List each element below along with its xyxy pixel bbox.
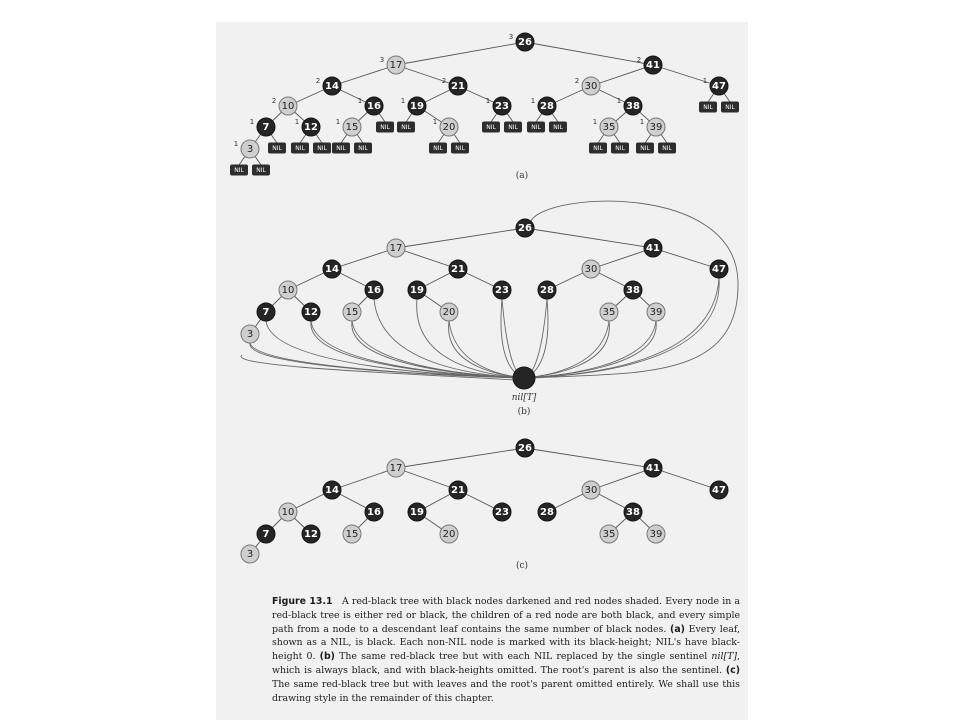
edge-b bbox=[396, 248, 458, 269]
black-height-26: 3 bbox=[508, 33, 514, 41]
node-28-c bbox=[538, 503, 556, 521]
nil-leaf-a bbox=[397, 122, 415, 133]
node-key: 12 bbox=[304, 529, 318, 540]
node-35-a bbox=[600, 118, 618, 136]
node-key: 16 bbox=[367, 101, 381, 112]
node-47-c bbox=[710, 481, 728, 499]
node-key: 21 bbox=[451, 81, 465, 92]
black-height-16: 1 bbox=[357, 97, 363, 105]
book-page bbox=[216, 22, 748, 720]
tree-nodes bbox=[241, 33, 728, 563]
node-key: 41 bbox=[646, 463, 660, 474]
black-height-20: 1 bbox=[432, 118, 438, 126]
node-key: 3 bbox=[246, 144, 254, 155]
node-key: 10 bbox=[281, 507, 295, 518]
nil-text: NIL bbox=[256, 167, 266, 174]
nil-text: NIL bbox=[725, 104, 735, 111]
caption-a-text-1: Every leaf, shown as a bbox=[272, 623, 741, 649]
node-10-b bbox=[279, 281, 297, 299]
sentinel-edge bbox=[417, 299, 524, 378]
caption-b-text-1: The same red-black tree but with each bbox=[339, 651, 530, 663]
node-15-b bbox=[343, 303, 361, 321]
black-height-10: 2 bbox=[271, 97, 277, 105]
sentinel-node bbox=[513, 367, 535, 389]
node-39-a bbox=[647, 118, 665, 136]
nil-leaf-a bbox=[549, 122, 567, 133]
node-key: 20 bbox=[442, 122, 456, 133]
sentinel-edge bbox=[524, 299, 548, 378]
node-key: 16 bbox=[367, 507, 381, 518]
nil-text: NIL bbox=[486, 124, 496, 131]
nil-leaf-a bbox=[291, 143, 309, 154]
node-35-c bbox=[600, 525, 618, 543]
edge-b bbox=[591, 248, 653, 269]
caption-a-text-2: , is black. Each non- bbox=[348, 637, 449, 649]
node-key: 38 bbox=[626, 101, 640, 112]
node-10-a bbox=[279, 97, 297, 115]
node-key: 17 bbox=[389, 243, 403, 254]
node-key: 28 bbox=[540, 507, 554, 518]
panel-label-b: (b) bbox=[517, 407, 531, 417]
node-key: 20 bbox=[442, 529, 456, 540]
node-35-b bbox=[600, 303, 618, 321]
node-41-c bbox=[644, 459, 662, 477]
node-12-c bbox=[302, 525, 320, 543]
edge-a bbox=[396, 42, 525, 65]
node-41-b bbox=[644, 239, 662, 257]
node-14-b bbox=[323, 260, 341, 278]
node-21-b bbox=[449, 260, 467, 278]
edge-c bbox=[525, 448, 653, 468]
node-38-b bbox=[624, 281, 642, 299]
node-16-b bbox=[365, 281, 383, 299]
panel-label-c: (c) bbox=[515, 561, 529, 571]
node-key: 39 bbox=[649, 307, 663, 318]
nil-text: NIL bbox=[531, 124, 541, 131]
nil-text: NIL bbox=[295, 145, 305, 152]
node-key: 41 bbox=[646, 60, 660, 71]
node-key: 28 bbox=[540, 285, 554, 296]
node-key: 30 bbox=[584, 264, 598, 275]
black-height-3: 1 bbox=[233, 140, 239, 148]
node-key: 7 bbox=[262, 529, 270, 540]
node-26-a bbox=[516, 33, 534, 51]
node-key: 15 bbox=[345, 529, 359, 540]
black-height-30: 2 bbox=[574, 77, 580, 85]
nil-leaf-a bbox=[451, 143, 469, 154]
node-30-a bbox=[582, 77, 600, 95]
node-14-c bbox=[323, 481, 341, 499]
node-20-a bbox=[440, 118, 458, 136]
node-key: 17 bbox=[389, 60, 403, 71]
edge-a bbox=[653, 65, 719, 86]
caption-intro: A red-black tree with black nodes darkened and red nodes shaded. Every node in a red-black tree is either red or black, the children of a red node are both black, and every simple path from a node to a descendant leaf contains the same number of black nodes. bbox=[272, 596, 740, 635]
node-key: 14 bbox=[325, 81, 339, 92]
node-12-b bbox=[302, 303, 320, 321]
node-key: 19 bbox=[410, 285, 424, 296]
sentinel-circle bbox=[513, 367, 535, 389]
node-key: 15 bbox=[345, 307, 359, 318]
node-39-c bbox=[647, 525, 665, 543]
nil-text: NIL bbox=[662, 145, 672, 152]
sentinel-edge bbox=[501, 299, 524, 378]
nil-text: NIL bbox=[317, 145, 327, 152]
nil-leaf-a bbox=[482, 122, 500, 133]
node-7-c bbox=[257, 525, 275, 543]
node-17-c bbox=[387, 459, 405, 477]
node-key: 38 bbox=[626, 507, 640, 518]
nil-leaf-a bbox=[721, 102, 739, 113]
node-key: 10 bbox=[281, 285, 295, 296]
node-23-c bbox=[493, 503, 511, 521]
node-20-c bbox=[440, 525, 458, 543]
edge-c bbox=[653, 468, 719, 490]
node-key: 7 bbox=[262, 122, 270, 133]
edge-b bbox=[332, 248, 396, 269]
node-17-b bbox=[387, 239, 405, 257]
black-height-39: 1 bbox=[639, 118, 645, 126]
nil-text: NIL bbox=[234, 167, 244, 174]
nil-leaf-a bbox=[636, 143, 654, 154]
node-key: 14 bbox=[325, 485, 339, 496]
node-key: 39 bbox=[649, 529, 663, 540]
node-19-c bbox=[408, 503, 426, 521]
edge-c bbox=[396, 468, 458, 490]
node-key: 23 bbox=[495, 507, 509, 518]
node-30-c bbox=[582, 481, 600, 499]
nil-text: NIL bbox=[615, 145, 625, 152]
edge-a bbox=[591, 65, 653, 86]
node-47-a bbox=[710, 77, 728, 95]
nil-leaf-a bbox=[354, 143, 372, 154]
node-key: 3 bbox=[246, 329, 254, 340]
node-30-b bbox=[582, 260, 600, 278]
node-41-a bbox=[644, 56, 662, 74]
node-key: 23 bbox=[495, 285, 509, 296]
caption-a-text-3: node is marked with its black-height; bbox=[470, 637, 652, 649]
node-key: 26 bbox=[518, 37, 532, 48]
black-height-15: 1 bbox=[335, 118, 341, 126]
node-key: 12 bbox=[304, 307, 318, 318]
caption-b-text-2: replaced by the single sentinel bbox=[556, 651, 708, 663]
black-height-28: 1 bbox=[530, 97, 536, 105]
nil-leaf-a bbox=[268, 143, 286, 154]
node-7-a bbox=[257, 118, 275, 136]
node-key: 19 bbox=[410, 507, 424, 518]
node-key: 14 bbox=[325, 264, 339, 275]
caption-c-label: (c) bbox=[725, 664, 740, 676]
panel-label-a: (a) bbox=[515, 171, 529, 181]
edge-a bbox=[525, 42, 653, 65]
nil-text: NIL bbox=[272, 145, 282, 152]
nil-leaf-a bbox=[332, 143, 350, 154]
black-height-21: 2 bbox=[441, 77, 447, 85]
node-14-a bbox=[323, 77, 341, 95]
red-black-tree-figure bbox=[216, 22, 748, 582]
node-key: 17 bbox=[389, 463, 403, 474]
nil-leaf-a bbox=[376, 122, 394, 133]
sentinel-edge bbox=[352, 321, 524, 378]
node-key: 30 bbox=[584, 81, 598, 92]
black-height-35: 1 bbox=[592, 118, 598, 126]
nil-text: NIL bbox=[358, 145, 368, 152]
node-16-a bbox=[365, 97, 383, 115]
nil-leaf-a bbox=[230, 165, 248, 176]
node-23-b bbox=[493, 281, 511, 299]
edge-a bbox=[396, 65, 458, 86]
caption-nil-word: NIL bbox=[655, 637, 674, 649]
nil-leaf-a bbox=[313, 143, 331, 154]
black-height-38: 1 bbox=[616, 97, 622, 105]
black-height-47: 1 bbox=[702, 77, 708, 85]
caption-b-label: (b) bbox=[319, 651, 335, 663]
nil-leaf-a bbox=[658, 143, 676, 154]
node-key: 21 bbox=[451, 264, 465, 275]
node-16-c bbox=[365, 503, 383, 521]
sentinel-label: nil[T] bbox=[511, 393, 537, 403]
node-21-a bbox=[449, 77, 467, 95]
nil-leaf-a bbox=[429, 143, 447, 154]
black-height-17: 3 bbox=[379, 56, 385, 64]
edge-a bbox=[332, 65, 396, 86]
node-key: 12 bbox=[304, 122, 318, 133]
caption-c-text: The same red-black tree but with leaves and the root's parent omitted entirely. We shall use this drawing style in the remainder of this chapter. bbox=[272, 678, 740, 704]
sentinel-edges bbox=[241, 201, 738, 380]
node-key: 21 bbox=[451, 485, 465, 496]
node-20-b bbox=[440, 303, 458, 321]
nil-text: NIL bbox=[593, 145, 603, 152]
nil-leaf-a bbox=[611, 143, 629, 154]
nil-text: NIL bbox=[703, 104, 713, 111]
node-17-a bbox=[387, 56, 405, 74]
node-19-a bbox=[408, 97, 426, 115]
node-7-b bbox=[257, 303, 275, 321]
black-height-23: 1 bbox=[485, 97, 491, 105]
node-key: 30 bbox=[584, 485, 598, 496]
node-26-c bbox=[516, 439, 534, 457]
black-height-41: 2 bbox=[636, 56, 642, 64]
node-key: 39 bbox=[649, 122, 663, 133]
black-height-7: 1 bbox=[249, 118, 255, 126]
nil-leaf-a bbox=[527, 122, 545, 133]
sentinel-edge bbox=[524, 299, 547, 378]
node-key: 35 bbox=[602, 529, 616, 540]
node-28-a bbox=[538, 97, 556, 115]
node-key: 10 bbox=[281, 101, 295, 112]
edge-c bbox=[332, 468, 396, 490]
black-height-12: 1 bbox=[294, 118, 300, 126]
nil-text: NIL bbox=[336, 145, 346, 152]
nil-text: NIL bbox=[553, 124, 563, 131]
node-12-a bbox=[302, 118, 320, 136]
node-key: 41 bbox=[646, 243, 660, 254]
black-height-19: 1 bbox=[400, 97, 406, 105]
node-key: 26 bbox=[518, 223, 532, 234]
node-key: 23 bbox=[495, 101, 509, 112]
nil-leaf-a bbox=[504, 122, 522, 133]
node-15-c bbox=[343, 525, 361, 543]
node-key: 47 bbox=[712, 485, 726, 496]
node-28-b bbox=[538, 281, 556, 299]
node-key: 15 bbox=[345, 122, 359, 133]
node-key: 47 bbox=[712, 81, 726, 92]
sentinel-edge bbox=[311, 321, 524, 378]
node-15-a bbox=[343, 118, 361, 136]
node-26-b bbox=[516, 219, 534, 237]
caption-sentinel: nil[T] bbox=[711, 651, 738, 663]
edge-c bbox=[396, 448, 525, 468]
node-key: 26 bbox=[518, 443, 532, 454]
node-3-c bbox=[241, 545, 259, 563]
caption-nil-word: NIL bbox=[534, 651, 553, 663]
node-key: 3 bbox=[246, 549, 254, 560]
caption-nil-word: NIL bbox=[448, 637, 467, 649]
node-21-c bbox=[449, 481, 467, 499]
caption-nil-word: NIL bbox=[330, 637, 349, 649]
nil-text: NIL bbox=[380, 124, 390, 131]
edge-b bbox=[525, 228, 653, 248]
black-height-14: 2 bbox=[315, 77, 321, 85]
node-key: 20 bbox=[442, 307, 456, 318]
nil-leaf-a bbox=[252, 165, 270, 176]
nil-leaf-a bbox=[699, 102, 717, 113]
figure-caption bbox=[272, 595, 740, 705]
node-key: 7 bbox=[262, 307, 270, 318]
caption-a-text-4: 's have black-height 0. bbox=[272, 637, 740, 663]
nil-text: NIL bbox=[508, 124, 518, 131]
caption-a-label: (a) bbox=[670, 623, 685, 635]
nil-text: NIL bbox=[433, 145, 443, 152]
nil-text: NIL bbox=[401, 124, 411, 131]
sentinel-edge bbox=[502, 299, 524, 378]
node-key: 47 bbox=[712, 264, 726, 275]
nil-text: NIL bbox=[640, 145, 650, 152]
caption-b-text-3: , which is always black, and with black-heights omitted. The root's parent is also the sentinel. bbox=[272, 651, 741, 676]
node-38-c bbox=[624, 503, 642, 521]
node-key: 28 bbox=[540, 101, 554, 112]
edge-b bbox=[396, 228, 525, 248]
node-38-a bbox=[624, 97, 642, 115]
node-3-b bbox=[241, 325, 259, 343]
node-key: 16 bbox=[367, 285, 381, 296]
node-10-c bbox=[279, 503, 297, 521]
node-19-b bbox=[408, 281, 426, 299]
node-key: 35 bbox=[602, 122, 616, 133]
nil-text: NIL bbox=[455, 145, 465, 152]
nil-leaf-a bbox=[589, 143, 607, 154]
edge-b bbox=[653, 248, 719, 269]
edge-c bbox=[591, 468, 653, 490]
node-23-a bbox=[493, 97, 511, 115]
node-39-b bbox=[647, 303, 665, 321]
figure-label: Figure 13.1 bbox=[272, 596, 333, 607]
node-3-a bbox=[241, 140, 259, 158]
nil-leaves bbox=[230, 102, 739, 176]
node-47-b bbox=[710, 260, 728, 278]
node-key: 19 bbox=[410, 101, 424, 112]
node-key: 38 bbox=[626, 285, 640, 296]
node-key: 35 bbox=[602, 307, 616, 318]
